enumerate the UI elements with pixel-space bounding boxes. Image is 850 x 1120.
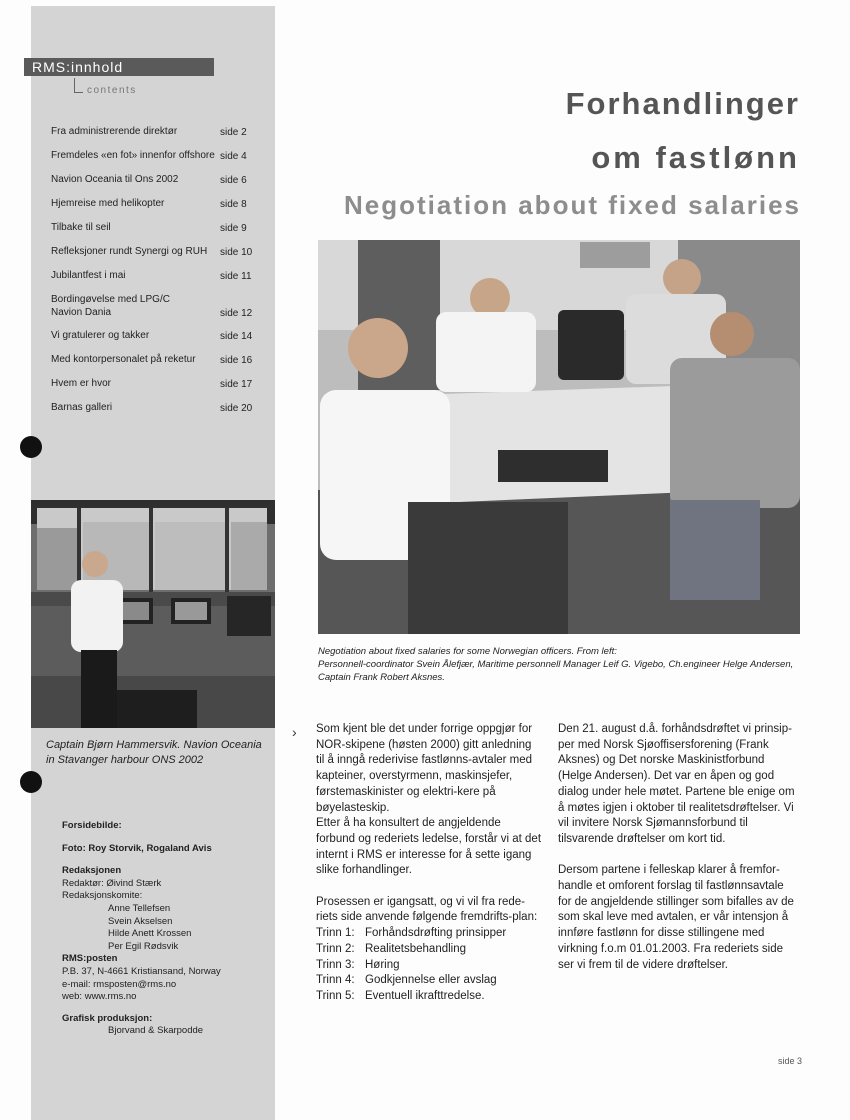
meeting-photo-illustration xyxy=(318,240,800,634)
article-column-1 xyxy=(316,722,541,1005)
meeting-photo-caption xyxy=(318,645,800,684)
toc-item[interactable] xyxy=(51,173,261,186)
toc-page: side 14 xyxy=(220,331,253,342)
toc-item[interactable] xyxy=(51,221,261,234)
toc-item[interactable] xyxy=(51,293,261,319)
committee-member: Per Egil Rødsvik xyxy=(108,940,179,952)
step-label: Trinn 1: xyxy=(316,927,355,940)
paragraph: Som kjent ble det under forrige oppgjør for NOR-skipene (høsten 2000) gitt anledning til å inngå rederivise fastlønns-avtaler med kapteiner, overstyrmenn, maskinsjefer, førstemaskinister og elektri-kere på bøyelasteskip. xyxy=(316,723,533,814)
postal-address: P.B. 37, N-4661 Kristiansand, Norway xyxy=(62,965,221,977)
step-text: Godkjennelse eller avslag xyxy=(365,974,497,987)
toc-title: Vi gratulerer og takker xyxy=(51,330,150,341)
toc-item[interactable] xyxy=(51,329,261,342)
chevron-right-icon: › xyxy=(292,724,297,740)
headline-line-2: om fastlønn xyxy=(591,140,800,175)
toc-title: Tilbake til seil xyxy=(51,222,111,233)
step-label: Trinn 5: xyxy=(316,989,355,1002)
toc-page: side 2 xyxy=(220,127,247,138)
meeting-photo xyxy=(318,240,800,634)
paragraph: Den 21. august d.å. forhåndsdrøftet vi prinsip-per med Norsk Sjøoffisersforening (Frank Aksnes) og Det norske Maskinistforbund (Helge Andersen). Det var en åpen og god dialog under hele møtet. Partene ble enige om å møtes igjen i oktober til realitetsdrøftelser. Vi vil invitere Norsk Sjømannsforbund til tilsvarende drøftelser om kort tid. xyxy=(558,723,795,845)
paragraph: Etter å ha konsultert de angjeldende forbund og rederiets ledelse, forstår vi at det internt i RMS er interesse for å sette igang slike forhandlinger. xyxy=(316,817,542,877)
toc-item[interactable] xyxy=(51,197,261,210)
page-number: side 3 xyxy=(777,1056,802,1066)
email-address[interactable]: e-mail: rmsposten@rms.no xyxy=(62,978,177,990)
cover-heading: Forsidebilde: xyxy=(62,820,122,831)
step-row xyxy=(316,989,541,1005)
step-text: Forhåndsdrøfting prinsipper xyxy=(365,927,507,940)
toc-page: side 4 xyxy=(220,151,247,162)
editor: Redaktør: Øivind Stærk xyxy=(62,877,162,889)
toc-page: side 9 xyxy=(220,223,247,234)
step-row xyxy=(316,973,541,989)
toc-title: Barnas galleri xyxy=(51,402,113,413)
toc-title: Jubilantfest i mai xyxy=(51,270,126,281)
headline-english: Negotiation about fixed salaries xyxy=(344,190,801,220)
meeting-photo-caption-line-2: Personnell-coordinator Svein Ålefjær, Maritime personnell Manager Leif G. Vigebo, Ch.engineer Helge Andersen, Captain Frank Robert Aksnes. xyxy=(318,659,794,683)
web-address[interactable]: web: www.rms.no xyxy=(62,991,137,1003)
toc-title: Hvem er hvor xyxy=(51,378,112,389)
binder-hole xyxy=(20,436,42,458)
toc-title: Fra administrerende direktør xyxy=(51,126,178,137)
step-text: Eventuell ikrafttredelse. xyxy=(365,989,485,1002)
toc-page: side 16 xyxy=(220,355,253,366)
step-label: Trinn 4: xyxy=(316,974,355,987)
toc-title: Refleksjoner rundt Synergi og RUH xyxy=(51,246,208,257)
step-label: Trinn 3: xyxy=(316,958,355,971)
bridge-photo-illustration xyxy=(31,500,275,728)
masthead xyxy=(62,820,262,1038)
bridge-photo xyxy=(31,500,275,728)
toc-page: side 20 xyxy=(220,403,253,414)
toc-page: side 10 xyxy=(220,247,253,258)
toc-page: side 8 xyxy=(220,199,247,210)
toc-page: side 6 xyxy=(220,175,247,186)
section-header: RMS:innhold xyxy=(24,58,214,76)
article-column-2 xyxy=(558,722,798,973)
toc-page: side 11 xyxy=(220,271,252,282)
step-text: Høring xyxy=(365,958,400,971)
toc-title: Hjemreise med helikopter xyxy=(51,198,165,209)
toc-item[interactable] xyxy=(51,149,261,162)
toc-page: side 17 xyxy=(220,379,253,390)
headline-line-1: Forhandlinger xyxy=(565,86,800,121)
binder-hole xyxy=(20,771,42,793)
toc-item[interactable] xyxy=(51,401,261,414)
bridge-photo-caption: Captain Bjørn Hammersvik. Navion Oceania in Stavanger harbour ONS 2002 xyxy=(46,739,262,766)
post-heading: RMS:posten xyxy=(62,953,118,965)
production-heading: Grafisk produksjon: xyxy=(62,1012,153,1024)
toc-item[interactable] xyxy=(51,269,261,282)
toc-item[interactable] xyxy=(51,125,261,138)
editorial-heading: Redaksjonen xyxy=(62,865,122,877)
step-row xyxy=(316,942,541,958)
toc-item[interactable] xyxy=(51,353,261,366)
step-row xyxy=(316,926,541,942)
contents-label: contents xyxy=(87,85,137,96)
photo-credit: Foto: Roy Storvik, Rogaland Avis xyxy=(62,842,212,854)
meeting-photo-caption-line-1: Negotiation about fixed salaries for some Norwegian officers. From left: xyxy=(318,646,617,657)
production-credit: Bjorvand & Skarpodde xyxy=(108,1025,204,1037)
toc-title: Med kontorpersonalet på reketur xyxy=(51,354,196,365)
toc-page: side 12 xyxy=(220,308,253,319)
toc-title: Navion Oceania til Ons 2002 xyxy=(51,174,179,185)
paragraph: Dersom partene i felleskap klarer å fremfor-handle et omforent forslag til fastlønnsavtale for de angjeldende stillinger som bifalles av de som skal leve med avtalen, er vår intensjon å innføre fastlønn for disse stillingene med virkning f.o.m 01.01.2003. Fra rederiets side ser vi frem til de videre drøftelser. xyxy=(558,864,794,971)
step-text: Realitetsbehandling xyxy=(365,942,467,955)
step-label: Trinn 2: xyxy=(316,942,355,955)
committee-member: Hilde Anett Krossen xyxy=(108,928,192,940)
toc-title: Bordingøvelse med LPG/C Navion Dania xyxy=(51,294,170,318)
toc-item[interactable] xyxy=(51,377,261,390)
committee-heading: Redaksjonskomite: xyxy=(62,890,143,902)
contents-bracket xyxy=(74,78,83,93)
committee-member: Anne Tellefsen xyxy=(108,902,171,914)
paragraph: Prosessen er igangsatt, og vi vil fra rede-riets side anvende følgende fremdrifts-plan: xyxy=(316,895,538,924)
step-row xyxy=(316,958,541,974)
toc-title: Fremdeles «en fot» innenfor offshore xyxy=(51,150,215,161)
committee-member: Svein Akselsen xyxy=(108,915,173,927)
toc-item[interactable] xyxy=(51,245,261,258)
